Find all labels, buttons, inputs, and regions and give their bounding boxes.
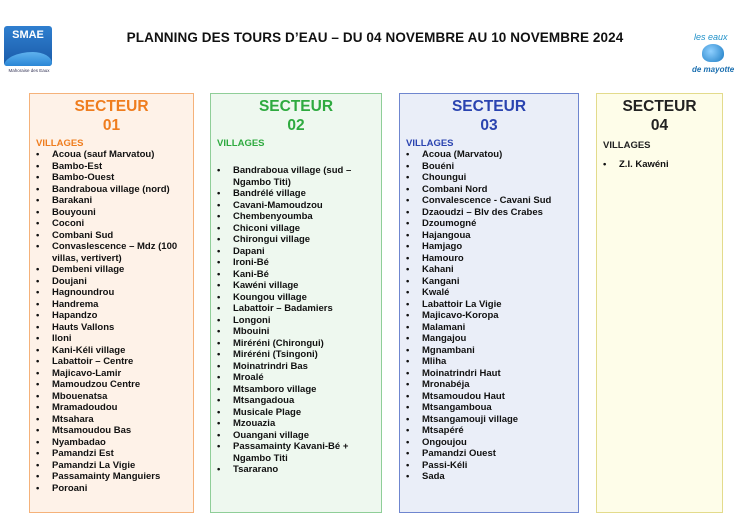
village-item: • Mtsangamboua bbox=[406, 402, 578, 414]
sector-01-heading bbox=[30, 97, 193, 135]
village-item: • Kahani bbox=[406, 264, 578, 276]
village-item: • Koungou village bbox=[217, 292, 381, 304]
village-item: • Hapandzo bbox=[36, 310, 193, 322]
sector-03-village-list bbox=[400, 149, 578, 483]
village-item: • Mgnambani bbox=[406, 345, 578, 357]
village-item: • Hamouro bbox=[406, 253, 578, 265]
village-item: • Chirongui village bbox=[217, 234, 381, 246]
village-item: • Hamjago bbox=[406, 241, 578, 253]
village-item: • Mtsapéré bbox=[406, 425, 578, 437]
village-item: • Coconi bbox=[36, 218, 193, 230]
village-item: • Miréréni (Chirongui) bbox=[217, 338, 381, 350]
sector-03-villages-label: VILLAGES bbox=[406, 138, 454, 149]
village-item: • Chiconi village bbox=[217, 223, 381, 235]
village-item: • Dzaoudzi – Blv des Crabes bbox=[406, 207, 578, 219]
village-item: • Moinatrindri Bas bbox=[217, 361, 381, 373]
smae-logo-tagline: Mahoraise des Eaux bbox=[8, 68, 50, 73]
village-item: • Pamandzi Ouest bbox=[406, 448, 578, 460]
sector-04-villages-label: VILLAGES bbox=[603, 140, 651, 151]
village-item: • Miréréni (Tsingoni) bbox=[217, 349, 381, 361]
village-item: • Ongoujou bbox=[406, 437, 578, 449]
wave-icon bbox=[4, 52, 52, 66]
sector-04-number: 04 bbox=[650, 117, 669, 134]
village-item: • Acoua (Marvatou) bbox=[406, 149, 578, 161]
village-item: • Majicavo-Lamir bbox=[36, 368, 193, 380]
village-item: • Acoua (sauf Marvatou) bbox=[36, 149, 193, 161]
village-item: • Ouangani village bbox=[217, 430, 381, 442]
sector-04-village-list bbox=[597, 159, 722, 171]
village-item: • Kwalé bbox=[406, 287, 578, 299]
sector-01-number: 01 bbox=[102, 117, 121, 134]
village-item: • Cavani-Mamoudzou bbox=[217, 200, 381, 212]
village-item: • Kani-Kéli village bbox=[36, 345, 193, 357]
village-item: • Mbouenatsa bbox=[36, 391, 193, 403]
water-drop-icon bbox=[702, 44, 724, 62]
village-item: • Labattoir – Centre bbox=[36, 356, 193, 368]
village-item: • Mtsamoudou Haut bbox=[406, 391, 578, 403]
village-item: • Hajangoua bbox=[406, 230, 578, 242]
village-item: • Nyambadao bbox=[36, 437, 193, 449]
smae-logo bbox=[4, 26, 54, 80]
village-item: • Majicavo-Koropa bbox=[406, 310, 578, 322]
village-item: • Longoni bbox=[217, 315, 381, 327]
village-item: • Labattoir La Vigie bbox=[406, 299, 578, 311]
eaux-de-mayotte-logo bbox=[688, 28, 738, 78]
village-item: • Pamandzi La Vigie bbox=[36, 460, 193, 472]
village-item: • Dembeni village bbox=[36, 264, 193, 276]
sector-02-label: SECTEUR bbox=[258, 98, 334, 115]
village-item: • Combani Nord bbox=[406, 184, 578, 196]
village-item: • Bouyouni bbox=[36, 207, 193, 219]
village-item: • Kani-Bé bbox=[217, 269, 381, 281]
sector-02-village-list bbox=[211, 165, 381, 476]
sector-03-panel bbox=[399, 93, 579, 513]
sector-04-label: SECTEUR bbox=[622, 98, 697, 115]
village-item: • Ironi-Bé bbox=[217, 257, 381, 269]
village-item: • Mtsamboro village bbox=[217, 384, 381, 396]
village-item: • Malamani bbox=[406, 322, 578, 334]
sector-03-heading bbox=[400, 97, 578, 135]
sector-04-panel bbox=[596, 93, 723, 513]
village-item: • Convaslescence – Mdz (100 villas, vertivert) bbox=[36, 241, 193, 264]
sector-01-panel bbox=[29, 93, 194, 513]
village-item: • Poroani bbox=[36, 483, 193, 495]
village-item: • Kangani bbox=[406, 276, 578, 288]
village-item: • Mronabéja bbox=[406, 379, 578, 391]
village-item: • Pamandzi Est bbox=[36, 448, 193, 460]
village-item: • Mtsangadoua bbox=[217, 395, 381, 407]
village-item: • Bouéni bbox=[406, 161, 578, 173]
sector-01-label: SECTEUR bbox=[74, 98, 149, 115]
village-item: • Convalescence - Cavani Sud bbox=[406, 195, 578, 207]
village-item: • Mzouazia bbox=[217, 418, 381, 430]
village-item: • Bandraboua village (sud – Ngambo Titi) bbox=[217, 165, 381, 188]
village-item: • Hauts Vallons bbox=[36, 322, 193, 334]
village-item: • Combani Sud bbox=[36, 230, 193, 242]
smae-logo-badge bbox=[4, 26, 52, 66]
village-item: • Mbouini bbox=[217, 326, 381, 338]
village-item: • Doujani bbox=[36, 276, 193, 288]
village-item: • Mroalé bbox=[217, 372, 381, 384]
village-item: • Bambo-Ouest bbox=[36, 172, 193, 184]
sector-04-heading bbox=[597, 97, 722, 135]
sector-02-number: 02 bbox=[287, 117, 305, 134]
village-item: • Dzoumogné bbox=[406, 218, 578, 230]
village-item: • Musicale Plage bbox=[217, 407, 381, 419]
sector-02-heading bbox=[211, 97, 381, 135]
sector-02-panel bbox=[210, 93, 382, 513]
eaux-logo-line1: les eaux bbox=[694, 32, 728, 42]
village-item: • Mtsamoudou Bas bbox=[36, 425, 193, 437]
village-item: • Bandraboua village (nord) bbox=[36, 184, 193, 196]
sector-02-villages-label: VILLAGES bbox=[217, 138, 265, 149]
sector-03-label: SECTEUR bbox=[451, 98, 527, 115]
village-item: • Mliha bbox=[406, 356, 578, 368]
village-item: • Chembenyoumba bbox=[217, 211, 381, 223]
sector-01-village-list bbox=[30, 149, 193, 494]
village-item: • Barakani bbox=[36, 195, 193, 207]
sector-01-villages-label: VILLAGES bbox=[36, 138, 84, 149]
village-item: • Bambo-Est bbox=[36, 161, 193, 173]
village-item: • Mramadoudou bbox=[36, 402, 193, 414]
village-item: • Tsararano bbox=[217, 464, 381, 476]
village-item: • Passamainty Manguiers bbox=[36, 471, 193, 483]
village-item: • Sada bbox=[406, 471, 578, 483]
village-item: • Choungui bbox=[406, 172, 578, 184]
village-item: • Kawéni village bbox=[217, 280, 381, 292]
village-item: • Mtsahara bbox=[36, 414, 193, 426]
village-item: • Mtsangamouji village bbox=[406, 414, 578, 426]
page-title: PLANNING DES TOURS D’EAU – DU 04 NOVEMBRE AU 10 NOVEMBRE 2024 bbox=[126, 30, 624, 45]
village-item: • Labattoir – Badamiers bbox=[217, 303, 381, 315]
village-item: • Mangajou bbox=[406, 333, 578, 345]
eaux-logo-line2: de mayotte bbox=[692, 65, 735, 74]
village-item: • Dapani bbox=[217, 246, 381, 258]
sector-03-number: 03 bbox=[480, 117, 498, 134]
village-item: • Mamoudzou Centre bbox=[36, 379, 193, 391]
village-item: • Moinatrindri Haut bbox=[406, 368, 578, 380]
village-item: • Bandrélé village bbox=[217, 188, 381, 200]
village-item: • Iloni bbox=[36, 333, 193, 345]
smae-logo-text: SMAE bbox=[12, 29, 44, 41]
village-item: • Z.I. Kawéni bbox=[603, 159, 722, 171]
village-item: • Hagnoundrou bbox=[36, 287, 193, 299]
village-item: • Passamainty Kavani-Bé + Ngambo Titi bbox=[217, 441, 381, 464]
village-item: • Passi-Kéli bbox=[406, 460, 578, 472]
village-item: • Handrema bbox=[36, 299, 193, 311]
